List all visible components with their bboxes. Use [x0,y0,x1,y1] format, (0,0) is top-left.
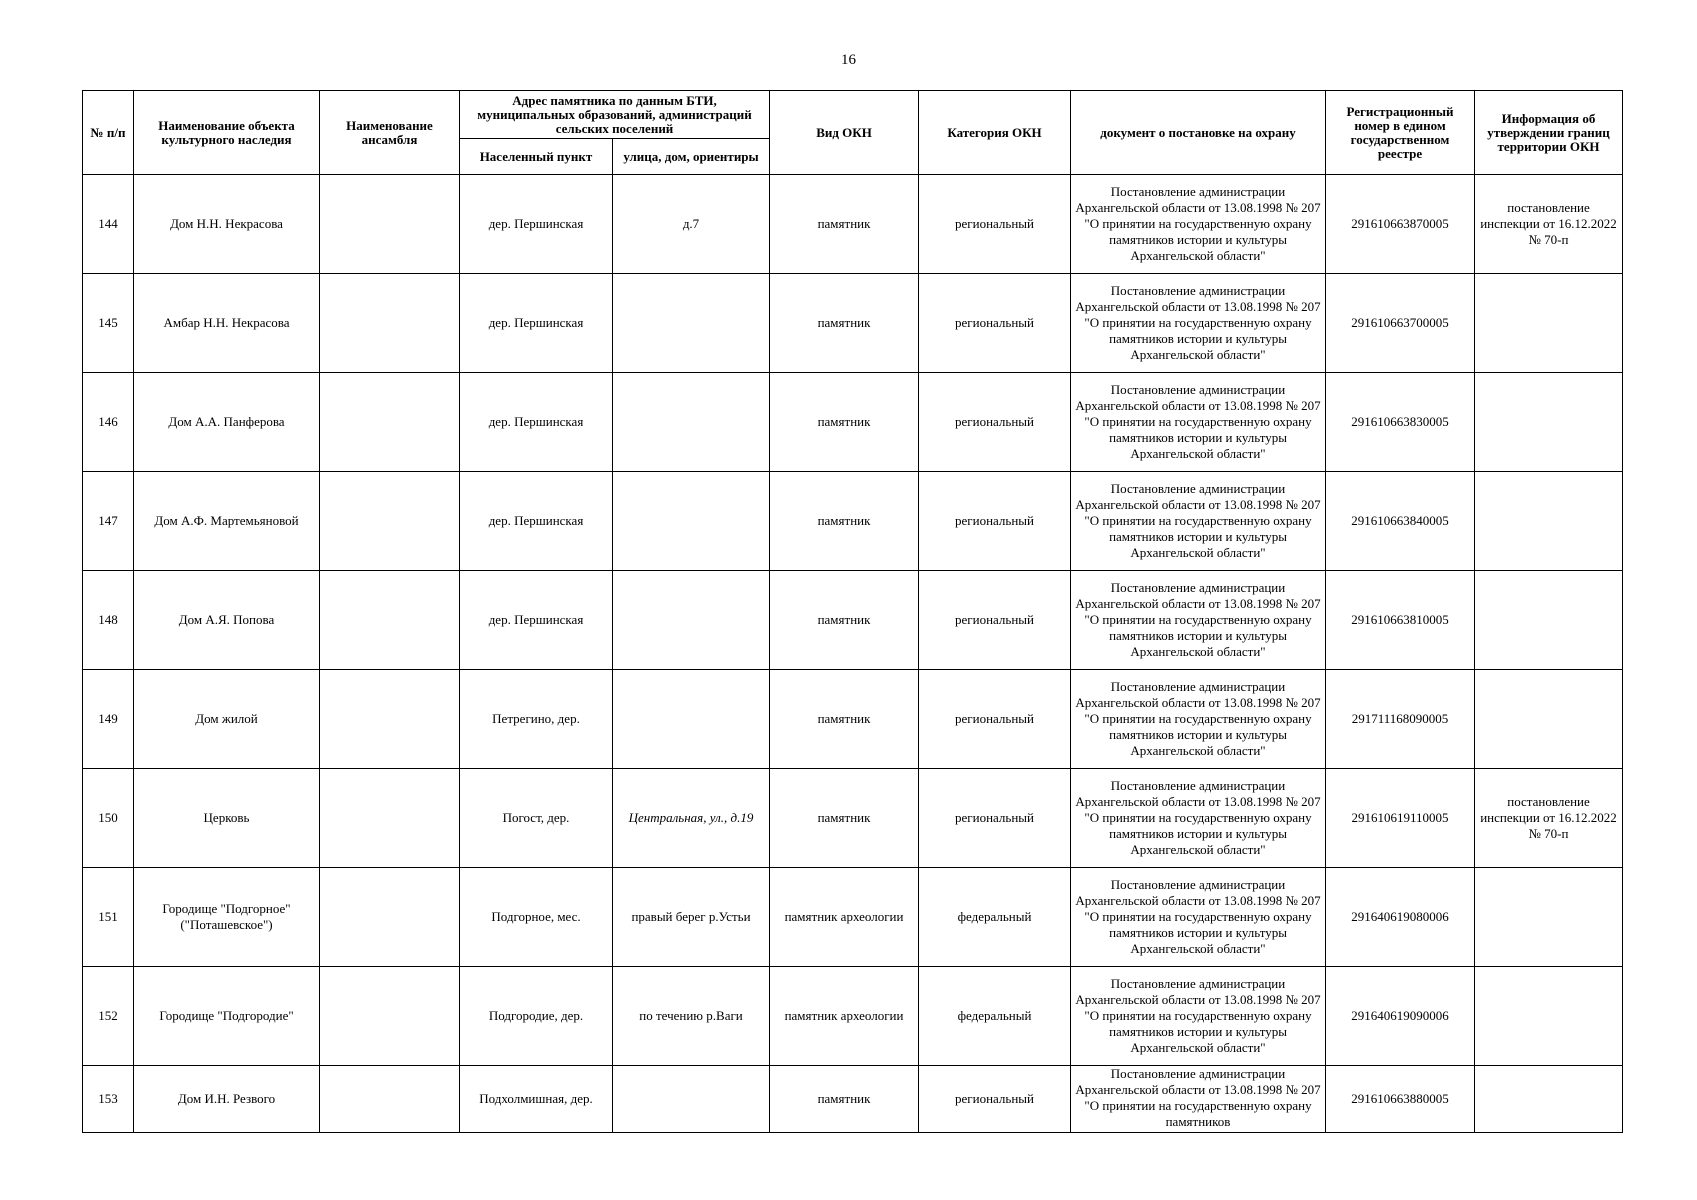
cell-reg-number: 291610663870005 [1326,175,1475,274]
cell-object-name: Дом жилой [134,670,320,769]
cell-object-name: Церковь [134,769,320,868]
header-type: Вид ОКН [770,91,919,175]
cell-ensemble [320,670,460,769]
header-document: документ о постановке на охрану [1071,91,1326,175]
cell-document: Постановление администрации Архангельской области от 13.08.1998 № 207 "О принятии на государственную охрану памятников истории и культуры Архангельской области" [1071,769,1326,868]
cell-type: памятник археологии [770,868,919,967]
cell-reg-number: 291610663830005 [1326,373,1475,472]
table-row [83,373,1623,472]
cell-settlement: Погост, дер. [460,769,613,868]
cell-reg-number: 291610663810005 [1326,571,1475,670]
cell-type: памятник [770,571,919,670]
header-settlement: Населенный пункт [460,139,613,175]
cell-num: 146 [83,373,134,472]
cell-object-name: Городище "Подгородие" [134,967,320,1066]
cell-object-name: Дом А.А. Панферова [134,373,320,472]
cell-ensemble [320,472,460,571]
cell-settlement: дер. Першинская [460,472,613,571]
header-street: улица, дом, ориентиры [613,139,770,175]
cell-type: памятник [770,274,919,373]
cell-ensemble [320,1066,460,1133]
table-row [83,967,1623,1066]
cell-reg-number: 291640619080006 [1326,868,1475,967]
cell-num: 149 [83,670,134,769]
cell-category: региональный [919,1066,1071,1133]
cell-borders-info [1475,373,1623,472]
cell-street [613,472,770,571]
cell-ensemble [320,769,460,868]
cell-document: Постановление администрации Архангельской области от 13.08.1998 № 207 "О принятии на государственную охрану памятников истории и культуры Архангельской области" [1071,571,1326,670]
cell-num: 150 [83,769,134,868]
cell-num: 151 [83,868,134,967]
cell-reg-number: 291610663840005 [1326,472,1475,571]
table-header-row [83,91,1623,139]
cell-document: Постановление администрации Архангельской области от 13.08.1998 № 207 "О принятии на государственную охрану памятников истории и культуры Архангельской области" [1071,373,1326,472]
cell-street: по течению р.Ваги [613,967,770,1066]
cell-num: 147 [83,472,134,571]
cell-settlement: Подгородие, дер. [460,967,613,1066]
cell-document: Постановление администрации Архангельской области от 13.08.1998 № 207 "О принятии на государственную охрану памятников истории и культуры Архангельской области" [1071,868,1326,967]
cell-ensemble [320,274,460,373]
cell-category: региональный [919,571,1071,670]
table-row [83,769,1623,868]
cell-street [613,571,770,670]
cell-ensemble [320,571,460,670]
cell-borders-info [1475,868,1623,967]
cell-borders-info [1475,274,1623,373]
cell-category: региональный [919,373,1071,472]
cell-reg-number: 291610663700005 [1326,274,1475,373]
cell-object-name: Дом А.Ф. Мартемьяновой [134,472,320,571]
cell-num: 153 [83,1066,134,1133]
header-name: Наименование объекта культурного наследия [134,91,320,175]
table-row [83,472,1623,571]
cell-settlement: Подгорное, мес. [460,868,613,967]
cell-reg-number: 291610619110005 [1326,769,1475,868]
cell-borders-info [1475,670,1623,769]
cell-object-name: Городище "Подгорное" ("Поташевское") [134,868,320,967]
table-row [83,868,1623,967]
cell-type: памятник [770,670,919,769]
header-borders-info: Информация об утверждении границ территории ОКН [1475,91,1623,175]
cell-street [613,274,770,373]
cell-object-name: Дом И.Н. Резвого [134,1066,320,1133]
cell-settlement: Подхолмишная, дер. [460,1066,613,1133]
cell-street [613,1066,770,1133]
cell-settlement: дер. Першинская [460,274,613,373]
cell-document: Постановление администрации Архангельской области от 13.08.1998 № 207 "О принятии на государственную охрану памятников [1071,1066,1326,1133]
cell-num: 145 [83,274,134,373]
cell-document: Постановление администрации Архангельской области от 13.08.1998 № 207 "О принятии на государственную охрану памятников истории и культуры Архангельской области" [1071,274,1326,373]
table-row [83,175,1623,274]
cell-reg-number: 291711168090005 [1326,670,1475,769]
cell-street: правый берег р.Устьи [613,868,770,967]
cell-document: Постановление администрации Архангельской области от 13.08.1998 № 207 "О принятии на государственную охрану памятников истории и культуры Архангельской области" [1071,670,1326,769]
table-row [83,571,1623,670]
cell-ensemble [320,967,460,1066]
cell-borders-info: постановление инспекции от 16.12.2022 № 70-п [1475,175,1623,274]
cell-street [613,670,770,769]
cell-category: региональный [919,670,1071,769]
cell-document: Постановление администрации Архангельской области от 13.08.1998 № 207 "О принятии на государственную охрану памятников истории и культуры Архангельской области" [1071,175,1326,274]
header-num: № п/п [83,91,134,175]
cell-ensemble [320,175,460,274]
header-address: Адрес памятника по данным БТИ, муниципальных образований, администраций сельских поселений [460,91,770,139]
header-category: Категория ОКН [919,91,1071,175]
cell-type: памятник [770,769,919,868]
cell-category: федеральный [919,868,1071,967]
cell-ensemble [320,373,460,472]
cell-category: региональный [919,274,1071,373]
cell-borders-info [1475,472,1623,571]
cell-type: памятник [770,175,919,274]
cell-document: Постановление администрации Архангельской области от 13.08.1998 № 207 "О принятии на государственную охрану памятников истории и культуры Архангельской области" [1071,472,1326,571]
heritage-registry-table [82,90,1623,1133]
table-row [83,274,1623,373]
cell-category: региональный [919,175,1071,274]
cell-document: Постановление администрации Архангельской области от 13.08.1998 № 207 "О принятии на государственную охрану памятников истории и культуры Архангельской области" [1071,967,1326,1066]
cell-reg-number: 291640619090006 [1326,967,1475,1066]
table-row [83,1066,1623,1133]
cell-street [613,373,770,472]
cell-num: 144 [83,175,134,274]
page-number: 16 [841,52,856,68]
cell-object-name: Амбар Н.Н. Некрасова [134,274,320,373]
cell-borders-info: постановление инспекции от 16.12.2022 № 70-п [1475,769,1623,868]
table-row [83,670,1623,769]
cell-object-name: Дом Н.Н. Некрасова [134,175,320,274]
cell-settlement: дер. Першинская [460,373,613,472]
cell-category: региональный [919,472,1071,571]
cell-borders-info [1475,967,1623,1066]
header-reg-number: Регистрационный номер в едином государственном реестре [1326,91,1475,175]
cell-settlement: Петрегино, дер. [460,670,613,769]
cell-settlement: дер. Першинская [460,571,613,670]
cell-num: 148 [83,571,134,670]
cell-type: памятник [770,373,919,472]
cell-reg-number: 291610663880005 [1326,1066,1475,1133]
cell-ensemble [320,868,460,967]
cell-object-name: Дом А.Я. Попова [134,571,320,670]
cell-category: региональный [919,769,1071,868]
cell-type: памятник [770,1066,919,1133]
cell-type: памятник [770,472,919,571]
cell-category: федеральный [919,967,1071,1066]
cell-street: Центральная, ул., д.19 [613,769,770,868]
cell-borders-info [1475,1066,1623,1133]
cell-street: д.7 [613,175,770,274]
cell-type: памятник археологии [770,967,919,1066]
cell-settlement: дер. Першинская [460,175,613,274]
cell-num: 152 [83,967,134,1066]
table-body [83,175,1623,1133]
cell-borders-info [1475,571,1623,670]
header-ensemble: Наименование ансамбля [320,91,460,175]
